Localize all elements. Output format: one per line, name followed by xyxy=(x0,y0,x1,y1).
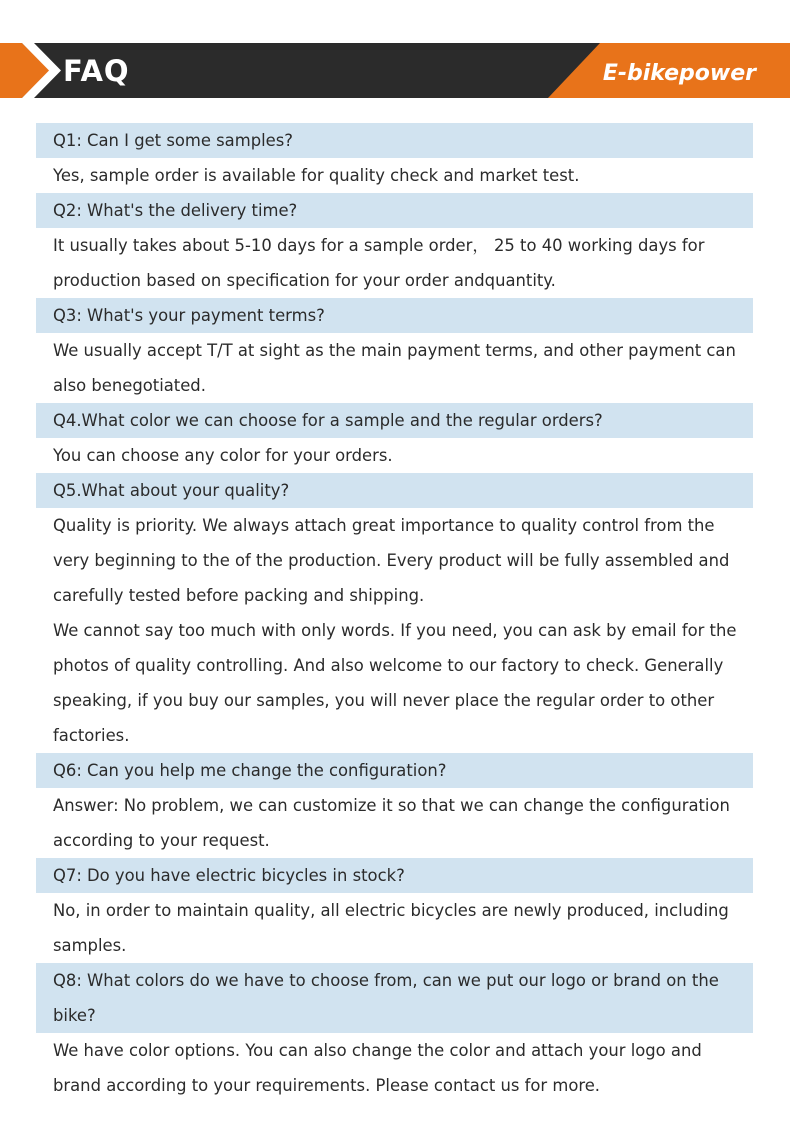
faq-question: Q2: What's the delivery time? xyxy=(36,193,753,228)
faq-answer xyxy=(36,228,753,298)
faq-answer xyxy=(36,158,753,193)
faq-answer-paragraph: Answer: No problem, we can customize it so that we can change the configuration according to your request. xyxy=(53,796,730,850)
faq-answer-paragraph: Quality is priority. We always attach great importance to quality control from the very beginning to the of the production. Every product will be fully assembled and carefully tested before packing and shipping. xyxy=(53,516,730,605)
brand-logo-text: E-bikepower xyxy=(602,61,756,86)
faq-answer xyxy=(36,788,753,858)
faq-question: Q3: What's your payment terms? xyxy=(36,298,753,333)
page-title: FAQ xyxy=(63,54,130,88)
faq-answer-paragraph: We cannot say too much with only words. If you need, you can ask by email for the photos of quality controlling. And also welcome to our factory to check. Generally speaking, if you buy our samples, you will never place the regular order to other factories. xyxy=(53,621,737,745)
faq-question: Q8: What colors do we have to choose from, can we put our logo or brand on the bike? xyxy=(36,963,753,1033)
faq-list xyxy=(36,123,753,1103)
faq-header xyxy=(0,43,790,98)
faq-answer-paragraph: You can choose any color for your orders. xyxy=(53,446,393,465)
faq-question: Q1: Can I get some samples? xyxy=(36,123,753,158)
faq-answer xyxy=(36,1033,753,1103)
faq-question: Q5.What about your quality? xyxy=(36,473,753,508)
faq-answer-paragraph: No, in order to maintain quality, all electric bicycles are newly produced, including samples. xyxy=(53,901,729,955)
faq-answer-paragraph: We usually accept T/T at sight as the main payment terms, and other payment can also benegotiated. xyxy=(53,341,736,395)
faq-answer xyxy=(36,438,753,473)
faq-answer-paragraph: It usually takes about 5-10 days for a sample order， 25 to 40 working days for production based on specification for your order andquantity. xyxy=(53,236,705,290)
faq-question: Q4.What color we can choose for a sample and the regular orders? xyxy=(36,403,753,438)
faq-answer xyxy=(36,508,753,753)
faq-answer xyxy=(36,333,753,403)
faq-answer-paragraph: Yes, sample order is available for quality check and market test. xyxy=(53,166,580,185)
faq-answer-paragraph: We have color options. You can also change the color and attach your logo and brand according to your requirements. Please contact us for more. xyxy=(53,1041,702,1095)
faq-question: Q7: Do you have electric bicycles in stock? xyxy=(36,858,753,893)
faq-answer xyxy=(36,893,753,963)
faq-question: Q6: Can you help me change the configuration? xyxy=(36,753,753,788)
